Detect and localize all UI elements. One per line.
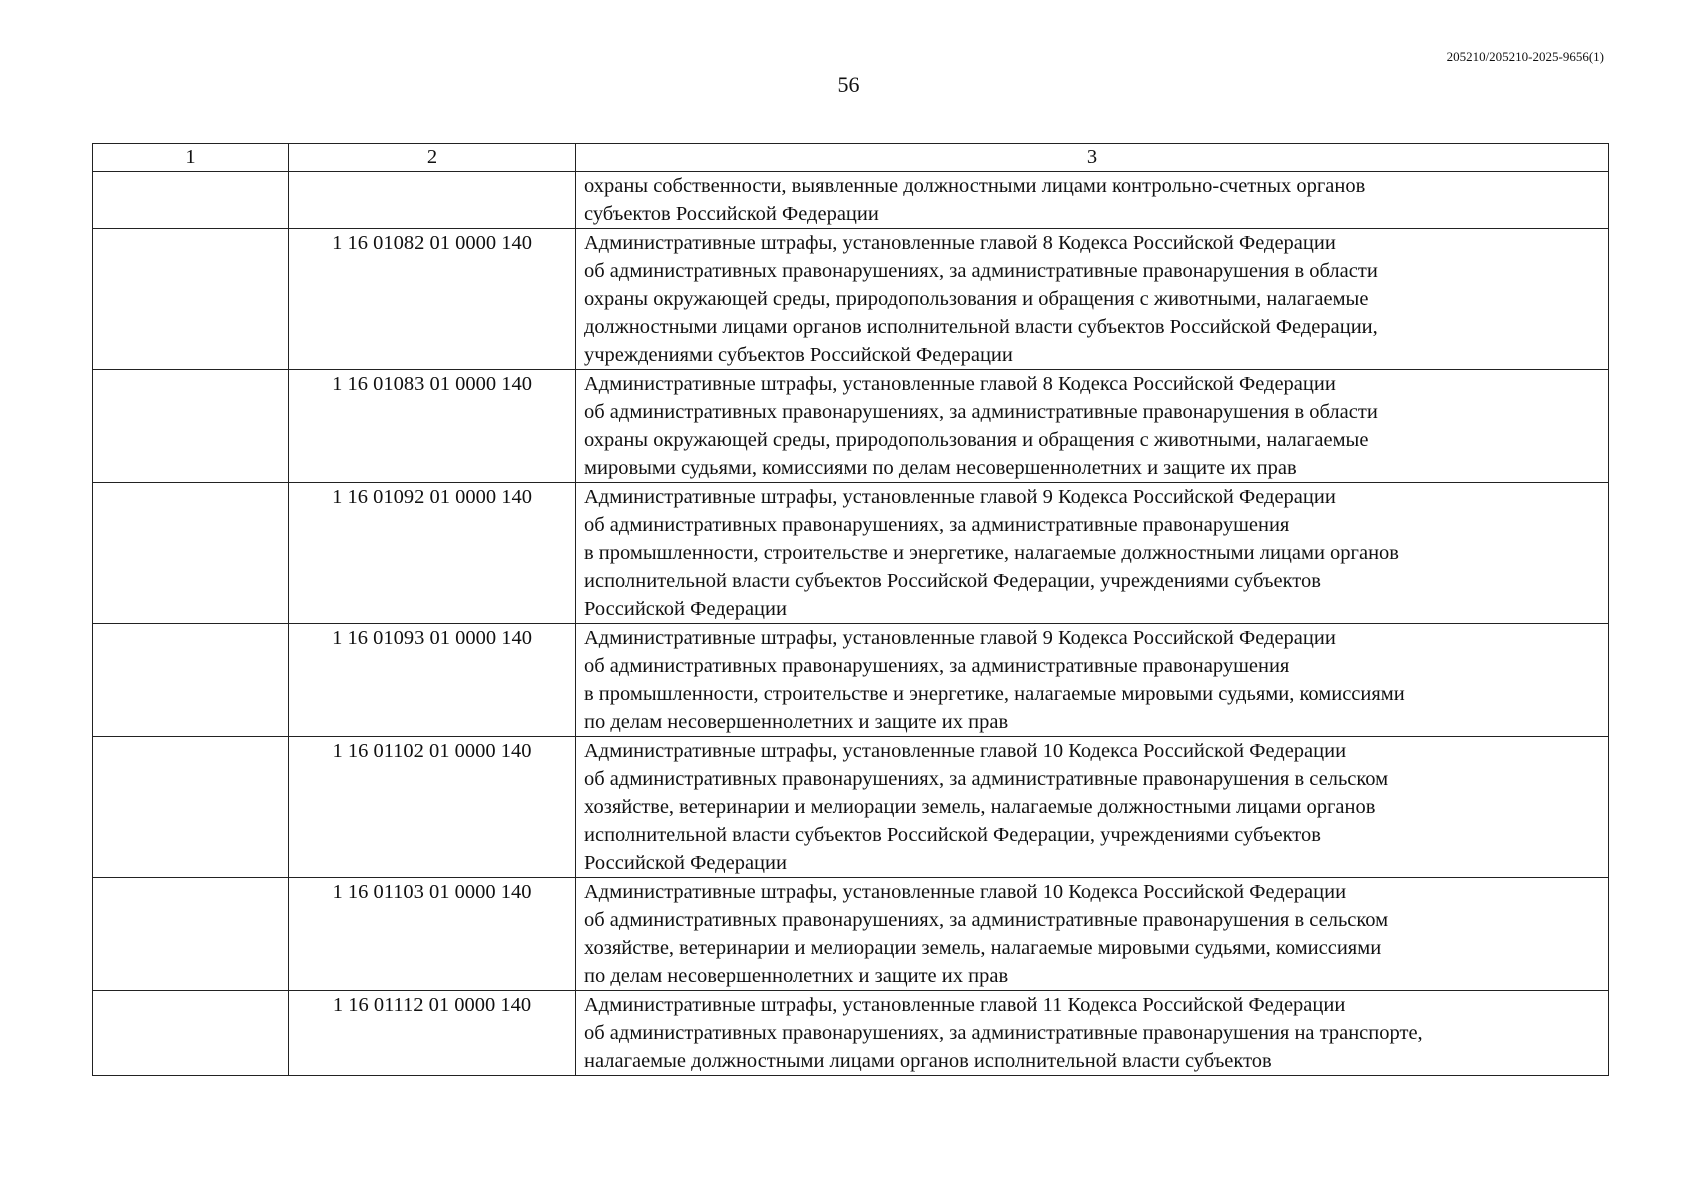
table-row	[93, 483, 1609, 624]
description-line: субъектов Российской Федерации	[584, 203, 879, 225]
table-body	[93, 172, 1609, 1076]
description-cell	[576, 172, 1609, 229]
description-line: по делам несовершеннолетних и защите их прав	[584, 965, 1009, 987]
table-row	[93, 737, 1609, 878]
budget-code-cell: 1 16 01112 01 0000 140	[289, 991, 576, 1076]
description-cell	[576, 624, 1609, 737]
table-row	[93, 991, 1609, 1076]
column-header-1: 1	[93, 144, 289, 172]
column-1-cell	[93, 229, 289, 370]
description-line: в промышленности, строительстве и энергетике, налагаемые должностными лицами органов	[584, 542, 1399, 564]
description-cell	[576, 991, 1609, 1076]
column-header-3: 3	[576, 144, 1609, 172]
column-1-cell	[93, 172, 289, 229]
description-cell	[576, 483, 1609, 624]
budget-code-cell: 1 16 01082 01 0000 140	[289, 229, 576, 370]
column-1-cell	[93, 737, 289, 878]
budget-code-cell: 1 16 01092 01 0000 140	[289, 483, 576, 624]
budget-code-cell: 1 16 01103 01 0000 140	[289, 878, 576, 991]
description-line: должностными лицами органов исполнительной власти субъектов Российской Федерации,	[584, 316, 1378, 338]
description-line: охраны собственности, выявленные должностными лицами контрольно-счетных органов	[584, 175, 1366, 197]
description-line: охраны окружающей среды, природопользования и обращения с животными, налагаемые	[584, 288, 1369, 310]
document-number: 205210/205210-2025-9656(1)	[1446, 49, 1604, 64]
description-line: хозяйстве, ветеринарии и мелиорации земель, налагаемые мировыми судьями, комиссиями	[584, 937, 1382, 959]
table-header	[93, 144, 1609, 172]
description-line: Административные штрафы, установленные главой 9 Кодекса Российской Федерации	[584, 627, 1336, 649]
column-header-2: 2	[289, 144, 576, 172]
description-line: хозяйстве, ветеринарии и мелиорации земель, налагаемые должностными лицами органов	[584, 796, 1376, 818]
table-row	[93, 229, 1609, 370]
description-cell	[576, 229, 1609, 370]
table-row	[93, 878, 1609, 991]
description-line: Административные штрафы, установленные главой 10 Кодекса Российской Федерации	[584, 740, 1347, 762]
budget-classification-table	[92, 143, 1609, 1076]
table-row	[93, 172, 1609, 229]
column-1-cell	[93, 878, 289, 991]
column-1-cell	[93, 483, 289, 624]
table-row	[93, 370, 1609, 483]
description-line: налагаемые должностными лицами органов исполнительной власти субъектов	[584, 1050, 1272, 1072]
description-line: исполнительной власти субъектов Российской Федерации, учреждениями субъектов	[584, 570, 1321, 592]
description-cell	[576, 878, 1609, 991]
table-row	[93, 624, 1609, 737]
description-line: об административных правонарушениях, за административные правонарушения на транспорте,	[584, 1022, 1423, 1044]
description-line: об административных правонарушениях, за административные правонарушения в области	[584, 260, 1378, 282]
description-line: мировыми судьями, комиссиями по делам несовершеннолетних и защите их прав	[584, 457, 1297, 479]
column-1-cell	[93, 991, 289, 1076]
description-line: в промышленности, строительстве и энергетике, налагаемые мировыми судьями, комиссиями	[584, 683, 1405, 705]
description-line: Административные штрафы, установленные главой 8 Кодекса Российской Федерации	[584, 373, 1336, 395]
description-line: Российской Федерации	[584, 598, 787, 620]
description-line: исполнительной власти субъектов Российской Федерации, учреждениями субъектов	[584, 824, 1321, 846]
description-line: об административных правонарушениях, за административные правонарушения в сельском	[584, 768, 1389, 790]
header-row	[93, 144, 1609, 172]
description-line: учреждениями субъектов Российской Федерации	[584, 344, 1013, 366]
page-number: 56	[837, 72, 860, 97]
description-line: об административных правонарушениях, за административные правонарушения	[584, 514, 1290, 536]
description-line: об административных правонарушениях, за административные правонарушения	[584, 655, 1290, 677]
description-line: Административные штрафы, установленные главой 9 Кодекса Российской Федерации	[584, 486, 1336, 508]
budget-code-cell: 1 16 01102 01 0000 140	[289, 737, 576, 878]
budget-code-cell: 1 16 01083 01 0000 140	[289, 370, 576, 483]
budget-code-cell	[289, 172, 576, 229]
budget-code-cell: 1 16 01093 01 0000 140	[289, 624, 576, 737]
description-line: охраны окружающей среды, природопользования и обращения с животными, налагаемые	[584, 429, 1369, 451]
column-1-cell	[93, 624, 289, 737]
description-line: Административные штрафы, установленные главой 8 Кодекса Российской Федерации	[584, 232, 1336, 254]
description-line: об административных правонарушениях, за административные правонарушения в сельском	[584, 909, 1389, 931]
column-1-cell	[93, 370, 289, 483]
description-cell	[576, 737, 1609, 878]
description-line: Административные штрафы, установленные главой 11 Кодекса Российской Федерации	[584, 994, 1346, 1016]
description-line: по делам несовершеннолетних и защите их прав	[584, 711, 1009, 733]
description-line: об административных правонарушениях, за административные правонарушения в области	[584, 401, 1378, 423]
description-cell	[576, 370, 1609, 483]
description-line: Российской Федерации	[584, 852, 787, 874]
description-line: Административные штрафы, установленные главой 10 Кодекса Российской Федерации	[584, 881, 1347, 903]
